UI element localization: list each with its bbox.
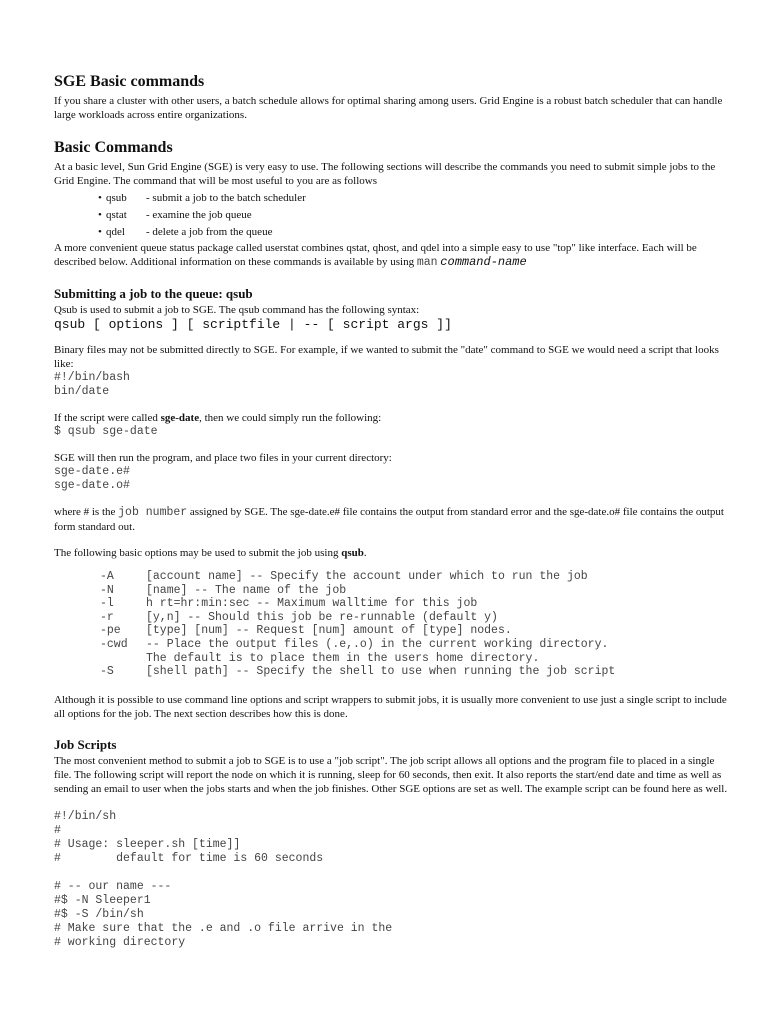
code-line: # Usage: sleeper.sh [time]]: [54, 837, 241, 851]
option-description: [shell path] -- Specify the shell to use when running the job script: [146, 665, 616, 679]
option-flag: -pe: [100, 624, 121, 638]
although-paragraph: Although it is possible to use command line options and script wrappers to submit jobs, it is usually more convenient to use just a single script to include all options for the job. The next section describes how this is done.: [54, 693, 727, 720]
command-list: [98, 190, 734, 241]
code-line: $ qsub sge-date: [54, 425, 158, 438]
code-line: #!/bin/sh: [54, 809, 117, 823]
code-line: #$ -S /bin/sh: [54, 907, 144, 921]
files-paragraph: SGE will then run the program, and place two files in your current directory:: [54, 452, 392, 464]
bullet-icon: •: [98, 192, 102, 204]
option-row: [100, 652, 734, 666]
code-line: sge-date.e#: [54, 465, 130, 478]
command-name: qsub: [106, 192, 127, 204]
text-span: where # is the: [54, 506, 119, 518]
text-span: , then we could simply run the following:: [199, 412, 382, 424]
heading-submitting-job: Submitting a job to the queue: qsub: [54, 286, 253, 301]
option-description: -- Place the output files (.e,.o) in the current working directory.: [146, 637, 609, 651]
document-content: [54, 72, 734, 950]
option-row: [100, 665, 734, 679]
option-description: [y,n] -- Should this job be re-runnable (default y): [146, 610, 498, 624]
options-intro-paragraph: [54, 546, 734, 560]
option-flag: -r: [100, 610, 114, 624]
job-number-paragraph: [54, 505, 734, 534]
option-row: [100, 624, 734, 638]
text-span: The following basic options may be used to submit the job using: [54, 547, 342, 559]
option-flag: -cwd: [100, 637, 128, 651]
option-row: [100, 611, 734, 625]
option-flag: [100, 652, 146, 666]
command-description: - examine the job queue: [146, 209, 252, 221]
option-row: [100, 570, 734, 584]
text-span: If the script were called: [54, 412, 161, 424]
code-line: # Make sure that the .e and .o file arrive in the: [54, 921, 393, 935]
userstat-text: A more convenient queue status package called userstat combines qstat, qhost, and qdel into a simple easy to use "top" like interface. Each will be described below. Additional information on these commands is available by using: [54, 242, 697, 268]
qsub-paragraph: Qsub is used to submit a job to SGE. The qsub command has the following syntax:: [54, 304, 420, 316]
code-line: #: [54, 823, 61, 837]
code-line: # working directory: [54, 935, 186, 949]
command-description: - delete a job from the queue: [146, 226, 273, 238]
qsub-syntax: qsub [ options ] [ scriptfile | -- [ script args ]]: [54, 317, 452, 332]
options-list: [100, 570, 734, 679]
code-line: bin/date: [54, 385, 110, 398]
code-line: # default for time is 60 seconds: [54, 851, 324, 865]
userstat-paragraph: [54, 241, 734, 270]
binary-files-paragraph: Binary files may not be submitted directly to SGE. For example, if we wanted to submit the "date" command to SGE we would need a script that looks like:: [54, 344, 719, 370]
option-description: h rt=hr:min:sec -- Maximum walltime for this job: [146, 597, 478, 611]
code-line: sge-date.o#: [54, 479, 130, 492]
list-item: [98, 224, 734, 241]
job-number-mono: job number: [118, 506, 188, 519]
option-flag: -N: [100, 583, 114, 597]
command-name-placeholder: command-name: [440, 255, 527, 269]
option-row: [100, 584, 734, 598]
script-called-paragraph: [54, 411, 734, 425]
command-description: - submit a job to the batch scheduler: [146, 192, 306, 204]
bullet-icon: •: [98, 226, 102, 238]
job-scripts-paragraph: The most convenient method to submit a job to SGE is to use a "job script". The job script allows all options and the program file to placed in a single file. The following script will report the node on which it is running, sleep for 60 seconds, then exit. It also reports the start/end date and time as well as sending an email to user when the jobs starts and when the job finishes. Other SGE options are set as well. The example script can be found here as well.: [54, 754, 728, 795]
option-description: The default is to place them in the users home directory.: [146, 651, 540, 665]
qsub-bold: qsub: [341, 547, 364, 559]
command-name: qstat: [106, 209, 127, 221]
option-flag: -S: [100, 665, 114, 679]
heading-basic-commands: Basic Commands: [54, 139, 173, 156]
heading-job-scripts: Job Scripts: [54, 736, 117, 752]
option-flag: -A: [100, 570, 114, 583]
option-description: [account name] -- Specify the account under which to run the job: [146, 570, 588, 583]
script-name-bold: sge-date: [160, 412, 200, 424]
list-item: [98, 190, 734, 207]
option-flag: -l: [100, 597, 114, 611]
code-line: #$ -N Sleeper1: [54, 893, 151, 907]
list-item: [98, 207, 734, 224]
intro-paragraph: If you share a cluster with other users, a batch schedule allows for optimal sharing among users. Grid Engine is a robust batch scheduler that can handle large workloads across entire organizations.: [54, 95, 723, 121]
heading-sge-basic-commands: SGE Basic commands: [54, 73, 205, 90]
bullet-icon: •: [98, 209, 102, 221]
text-span: .: [363, 547, 367, 559]
command-name: qdel: [106, 226, 125, 238]
man-command: man: [416, 256, 438, 269]
option-row: [100, 638, 734, 652]
option-description: [name] -- The name of the job: [146, 583, 347, 597]
option-row: [100, 597, 734, 611]
option-description: [type] [num] -- Request [num] amount of [type] nodes.: [146, 624, 512, 638]
code-line: #!/bin/bash: [54, 371, 130, 384]
text-span: assigned by SGE. The sge-date.e# file contains the output from standard error and the sge-date.o# file contains the output form standard out.: [54, 506, 724, 533]
code-line: # -- our name ---: [54, 879, 172, 893]
basic-commands-paragraph: At a basic level, Sun Grid Engine (SGE) is very easy to use. The following sections will describe the commands you need to submit simple jobs to the Grid Engine. The command that will be most useful to you are as follows: [54, 161, 716, 187]
